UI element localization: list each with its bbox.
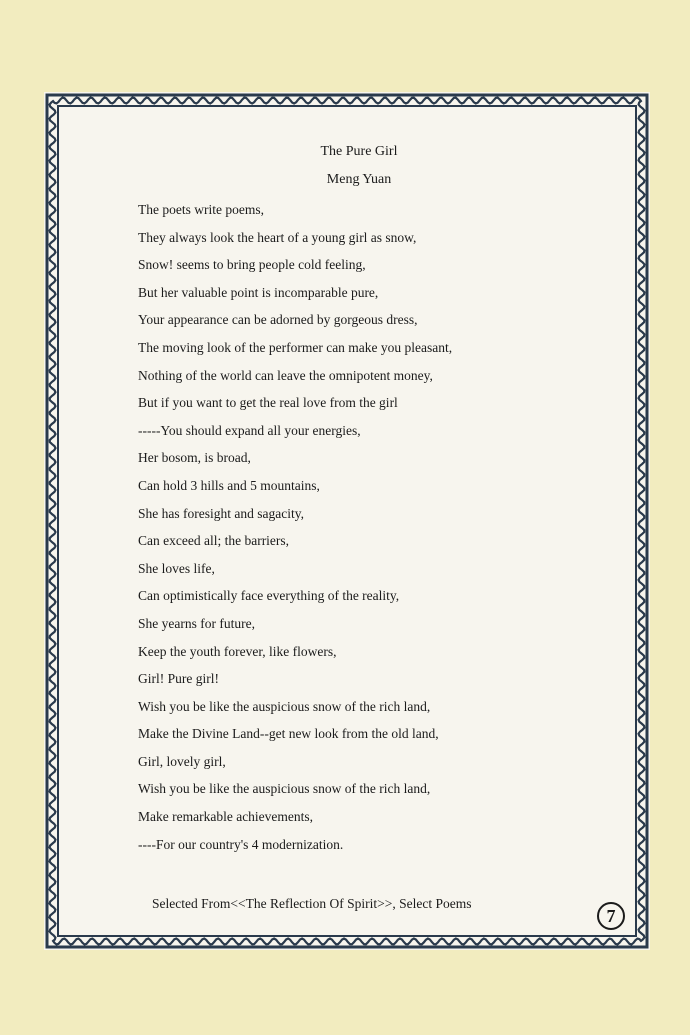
poem-line: She yearns for future, bbox=[138, 615, 255, 631]
poem-line: -----You should expand all your energies, bbox=[138, 422, 361, 438]
poem-line: Girl, lovely girl, bbox=[138, 753, 226, 769]
poem-line: They always look the heart of a young girl as snow, bbox=[138, 229, 417, 245]
poem-line: The moving look of the performer can make you pleasant, bbox=[138, 339, 453, 355]
poem-line: But if you want to get the real love from the girl bbox=[138, 395, 398, 411]
poem-line: Can hold 3 hills and 5 mountains, bbox=[138, 477, 320, 493]
poem-line: But her valuable point is incomparable pure, bbox=[138, 284, 379, 300]
poem-author: Meng Yuan bbox=[326, 172, 392, 187]
poem-line: The poets write poems, bbox=[138, 202, 264, 217]
document-content bbox=[44, 92, 650, 950]
poem-line: Wish you be like the auspicious snow of the rich land, bbox=[138, 698, 431, 714]
poem-line: Snow! seems to bring people cold feeling, bbox=[138, 257, 366, 273]
poem-line: Wish you be like the auspicious snow of the rich land, bbox=[138, 781, 431, 797]
page-sheet bbox=[44, 92, 650, 950]
poem-line: Can exceed all; the barriers, bbox=[138, 533, 290, 549]
poem-line: Nothing of the world can leave the omnipotent money, bbox=[138, 367, 433, 383]
source-citation: Selected From<<The Reflection Of Spirit>>, Select Poems bbox=[152, 896, 472, 911]
poem-line: Can optimistically face everything of the reality, bbox=[138, 588, 400, 604]
poem-line: Make remarkable achievements, bbox=[138, 809, 314, 825]
poem-line: Make the Divine Land--get new look from the old land, bbox=[138, 726, 439, 742]
poem-line: Girl! Pure girl! bbox=[138, 671, 219, 687]
poem-line: She has foresight and sagacity, bbox=[138, 505, 304, 521]
page-number-badge: 7 bbox=[597, 902, 625, 930]
poem-title: The Pure Girl bbox=[320, 144, 398, 159]
poem-body bbox=[138, 196, 452, 858]
poem-line: ----For our country's 4 modernization. bbox=[138, 836, 344, 852]
poem-line: Keep the youth forever, like flowers, bbox=[138, 643, 337, 659]
poem-line: Your appearance can be adorned by gorgeous dress, bbox=[138, 312, 418, 328]
poem-line: She loves life, bbox=[138, 560, 215, 576]
poem-line: Her bosom, is broad, bbox=[138, 450, 251, 466]
